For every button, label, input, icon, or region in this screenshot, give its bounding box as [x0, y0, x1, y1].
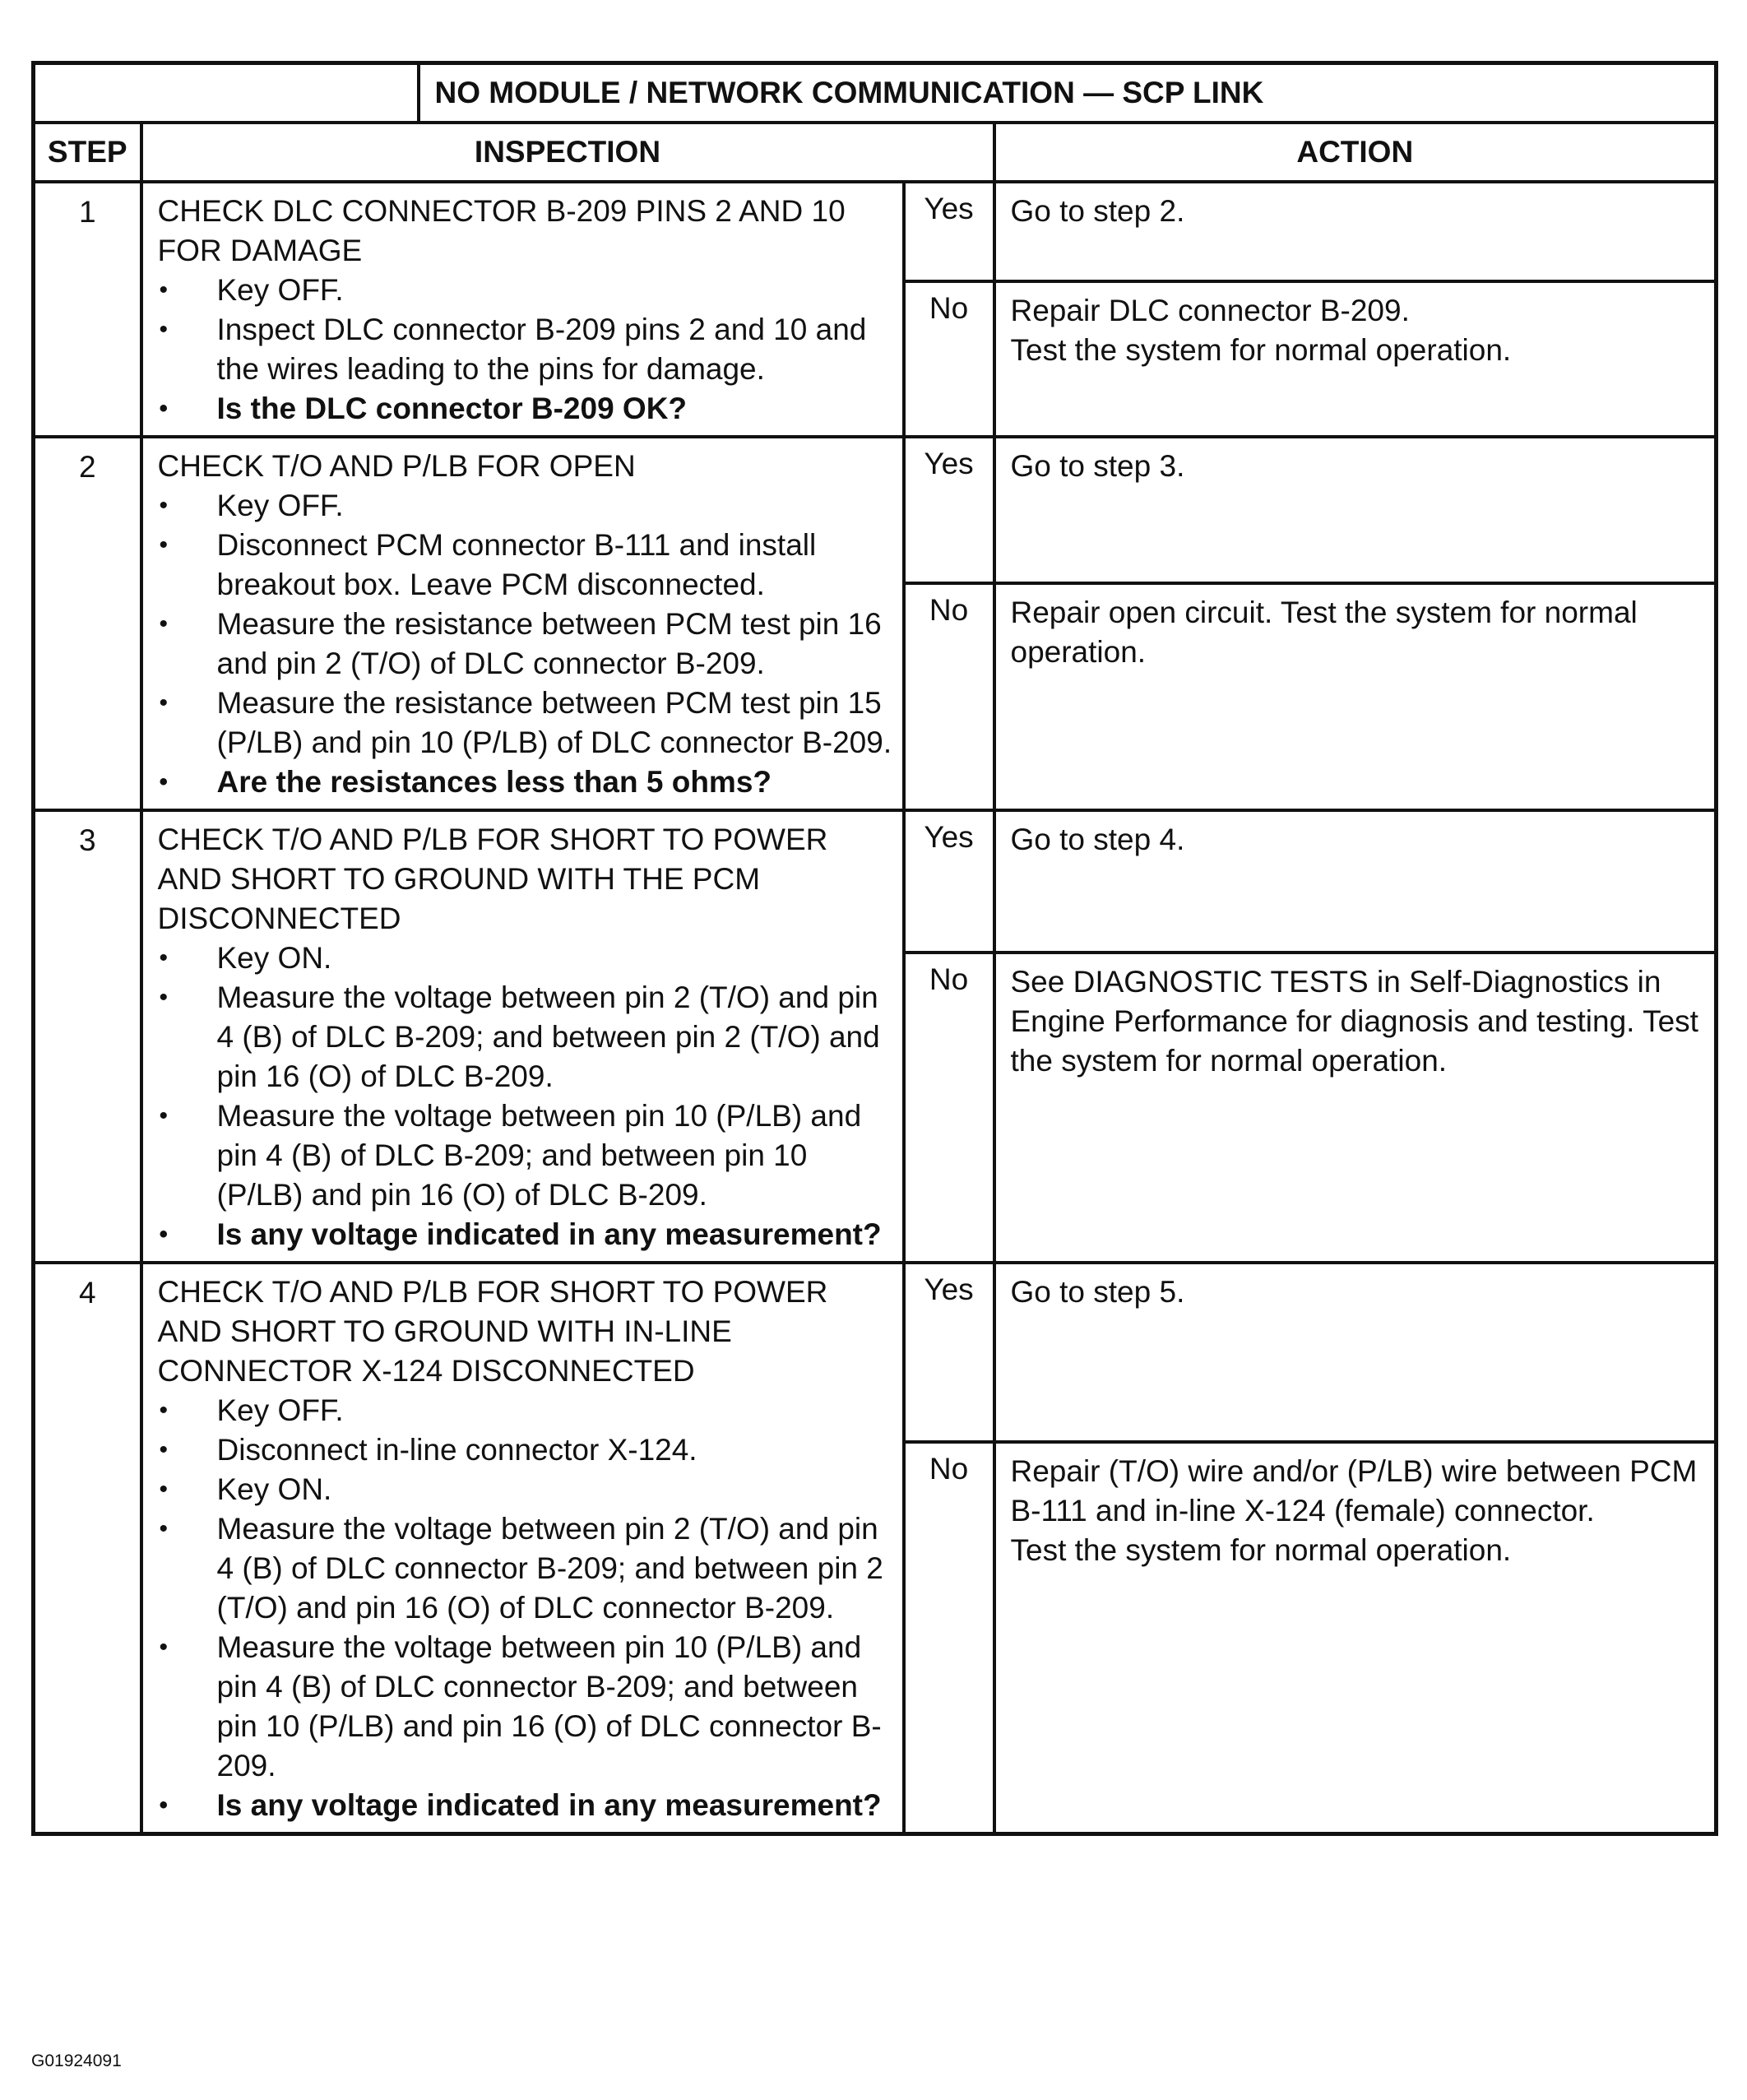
inspection-bullet: [158, 310, 894, 389]
bullet-text: Key ON.: [216, 1472, 332, 1506]
inspection-header: INSPECTION: [141, 123, 994, 182]
step-number: 3: [34, 810, 141, 1263]
no-action-line: Repair (T/O) wire and/or (P/LB) wire between PCM B-111 and in-line X-124 (female) connector.: [1010, 1453, 1698, 1527]
yes-action: Go to step 5.: [994, 1263, 1717, 1442]
yes-action: Go to step 2.: [994, 182, 1717, 281]
bullet-icon: •: [159, 492, 169, 519]
bullet-icon: •: [159, 1634, 169, 1661]
step-row-2: [34, 437, 1717, 583]
action-header: ACTION: [994, 123, 1717, 182]
inspection-question: [158, 1786, 894, 1825]
step-row-1: [34, 182, 1717, 281]
no-action: [994, 1442, 1717, 1834]
inspection-bullet: [158, 978, 894, 1096]
bullet-text: Measure the voltage between pin 10 (P/LB) and pin 4 (B) of DLC connector B-209; and between pin 10 (P/LB) and pin 16 (O) of DLC connector B-209.: [216, 1630, 882, 1782]
no-label: No: [904, 583, 994, 810]
yes-label: Yes: [904, 182, 994, 281]
title-row: [34, 63, 1717, 123]
no-label: No: [904, 281, 994, 437]
inspection-bullet: [158, 1470, 894, 1509]
question-text: Is any voltage indicated in any measurement?: [216, 1788, 882, 1822]
inspection-cell: [141, 437, 904, 810]
inspection-bullet: [158, 1391, 894, 1430]
inspection-bullet: [158, 605, 894, 684]
no-action-line: Test the system for normal operation.: [1010, 1532, 1512, 1567]
bullet-text: Disconnect PCM connector B-111 and install breakout box. Leave PCM disconnected.: [216, 528, 817, 601]
bullet-text: Measure the voltage between pin 2 (T/O) and pin 4 (B) of DLC B-209; and between pin 2 (T/O) and pin 16 (O) of DLC B-209.: [216, 980, 880, 1093]
inspection-cell: [141, 182, 904, 437]
bullet-icon: •: [159, 531, 169, 559]
inspection-title: CHECK T/O AND P/LB FOR SHORT TO POWER AND SHORT TO GROUND WITH THE PCM DISCONNECTED: [157, 823, 828, 935]
bullet-text: Key OFF.: [216, 273, 344, 307]
bullet-text: Measure the voltage between pin 10 (P/LB) and pin 4 (B) of DLC B-209; and between pin 10 (P/LB) and pin 16 (O) of DLC B-209.: [216, 1099, 862, 1212]
inspection-bullet: [158, 684, 894, 763]
inspection-title: CHECK DLC CONNECTOR B-209 PINS 2 AND 10 FOR DAMAGE: [157, 194, 846, 267]
bullet-text: Measure the voltage between pin 2 (T/O) and pin 4 (B) of DLC connector B-209; and between pin 2 (T/O) and pin 16 (O) of DLC connector B-209.: [216, 1512, 883, 1625]
inspection-bullet: [158, 271, 894, 310]
table-title: NO MODULE / NETWORK COMMUNICATION — SCP LINK: [419, 63, 1717, 123]
no-action: [994, 953, 1717, 1263]
no-action-line: Test the system for normal operation.: [1010, 333, 1512, 368]
step-row-4: [34, 1263, 1717, 1442]
header-row: [34, 123, 1717, 182]
step-number: 2: [34, 437, 141, 810]
inspection-bullet: [158, 1628, 894, 1786]
bullet-icon: •: [159, 944, 169, 971]
no-action: [994, 281, 1717, 437]
bullet-text: Disconnect in-line connector X-124.: [216, 1433, 697, 1467]
inspection-bullets: [158, 486, 894, 802]
bullet-icon: •: [159, 1397, 169, 1424]
bullet-icon: •: [159, 316, 169, 343]
no-label: No: [904, 953, 994, 1263]
inspection-title: CHECK T/O AND P/LB FOR SHORT TO POWER AND SHORT TO GROUND WITH IN-LINE CONNECTOR X-124 DISCONNECTED: [157, 1275, 828, 1388]
question-text: Is any voltage indicated in any measurement?: [216, 1217, 882, 1251]
step-header: STEP: [34, 123, 141, 182]
inspection-bullets: [158, 271, 894, 429]
inspection-question: [158, 389, 894, 429]
bullet-icon: •: [159, 984, 169, 1011]
inspection-bullet: [158, 1096, 894, 1215]
no-action: [994, 583, 1717, 810]
bullet-text: Key ON.: [216, 941, 332, 975]
inspection-cell: [141, 810, 904, 1263]
bullet-icon: •: [159, 1792, 169, 1819]
inspection-bullet: [158, 526, 894, 605]
bullet-icon: •: [159, 768, 169, 795]
no-action-line: See DIAGNOSTIC TESTS in Self-Diagnostics in Engine Performance for diagnosis and testing. Test the system for normal operation.: [1010, 964, 1698, 1078]
inspection-bullets: [158, 1391, 894, 1825]
yes-action: Go to step 4.: [994, 810, 1717, 953]
inspection-bullet: [158, 1430, 894, 1470]
yes-label: Yes: [904, 1263, 994, 1442]
no-action-line: Repair open circuit. Test the system for normal operation.: [1010, 595, 1638, 669]
steps-body: [34, 182, 1717, 1834]
bullet-icon: •: [159, 610, 169, 637]
bullet-text: Key OFF.: [216, 489, 344, 522]
bullet-text: Inspect DLC connector B-209 pins 2 and 10 and the wires leading to the pins for damage.: [216, 313, 867, 386]
yes-label: Yes: [904, 810, 994, 953]
figure-id: G01924091: [31, 2051, 122, 2070]
inspection-bullet: [158, 939, 894, 978]
title-blank-cell: [34, 63, 419, 123]
bullet-text: Key OFF.: [216, 1393, 344, 1427]
question-text: Is the DLC connector B-209 OK?: [216, 392, 688, 425]
step-number: 4: [34, 1263, 141, 1834]
step-number: 1: [34, 182, 141, 437]
inspection-question: [158, 1215, 894, 1254]
yes-action: Go to step 3.: [994, 437, 1717, 583]
inspection-bullet: [158, 486, 894, 526]
step-row-3: [34, 810, 1717, 953]
bullet-icon: •: [159, 1515, 169, 1542]
inspection-cell: [141, 1263, 904, 1834]
inspection-bullet: [158, 1509, 894, 1628]
inspection-question: [158, 763, 894, 802]
bullet-icon: •: [159, 1436, 169, 1463]
bullet-text: Measure the resistance between PCM test pin 16 and pin 2 (T/O) of DLC connector B-209.: [216, 607, 882, 680]
bullet-icon: •: [159, 276, 169, 304]
diagnostic-table: [31, 61, 1718, 1836]
inspection-title: CHECK T/O AND P/LB FOR OPEN: [157, 449, 636, 483]
bullet-icon: •: [159, 1102, 169, 1129]
bullet-icon: •: [159, 689, 169, 716]
inspection-bullets: [158, 939, 894, 1254]
no-action-line: Repair DLC connector B-209.: [1010, 294, 1410, 328]
bullet-icon: •: [159, 1476, 169, 1503]
bullet-text: Measure the resistance between PCM test pin 15 (P/LB) and pin 10 (P/LB) of DLC connector B-209.: [216, 686, 892, 759]
bullet-icon: •: [159, 395, 169, 422]
yes-label: Yes: [904, 437, 994, 583]
bullet-icon: •: [159, 1221, 169, 1248]
question-text: Are the resistances less than 5 ohms?: [216, 765, 772, 799]
no-label: No: [904, 1442, 994, 1834]
